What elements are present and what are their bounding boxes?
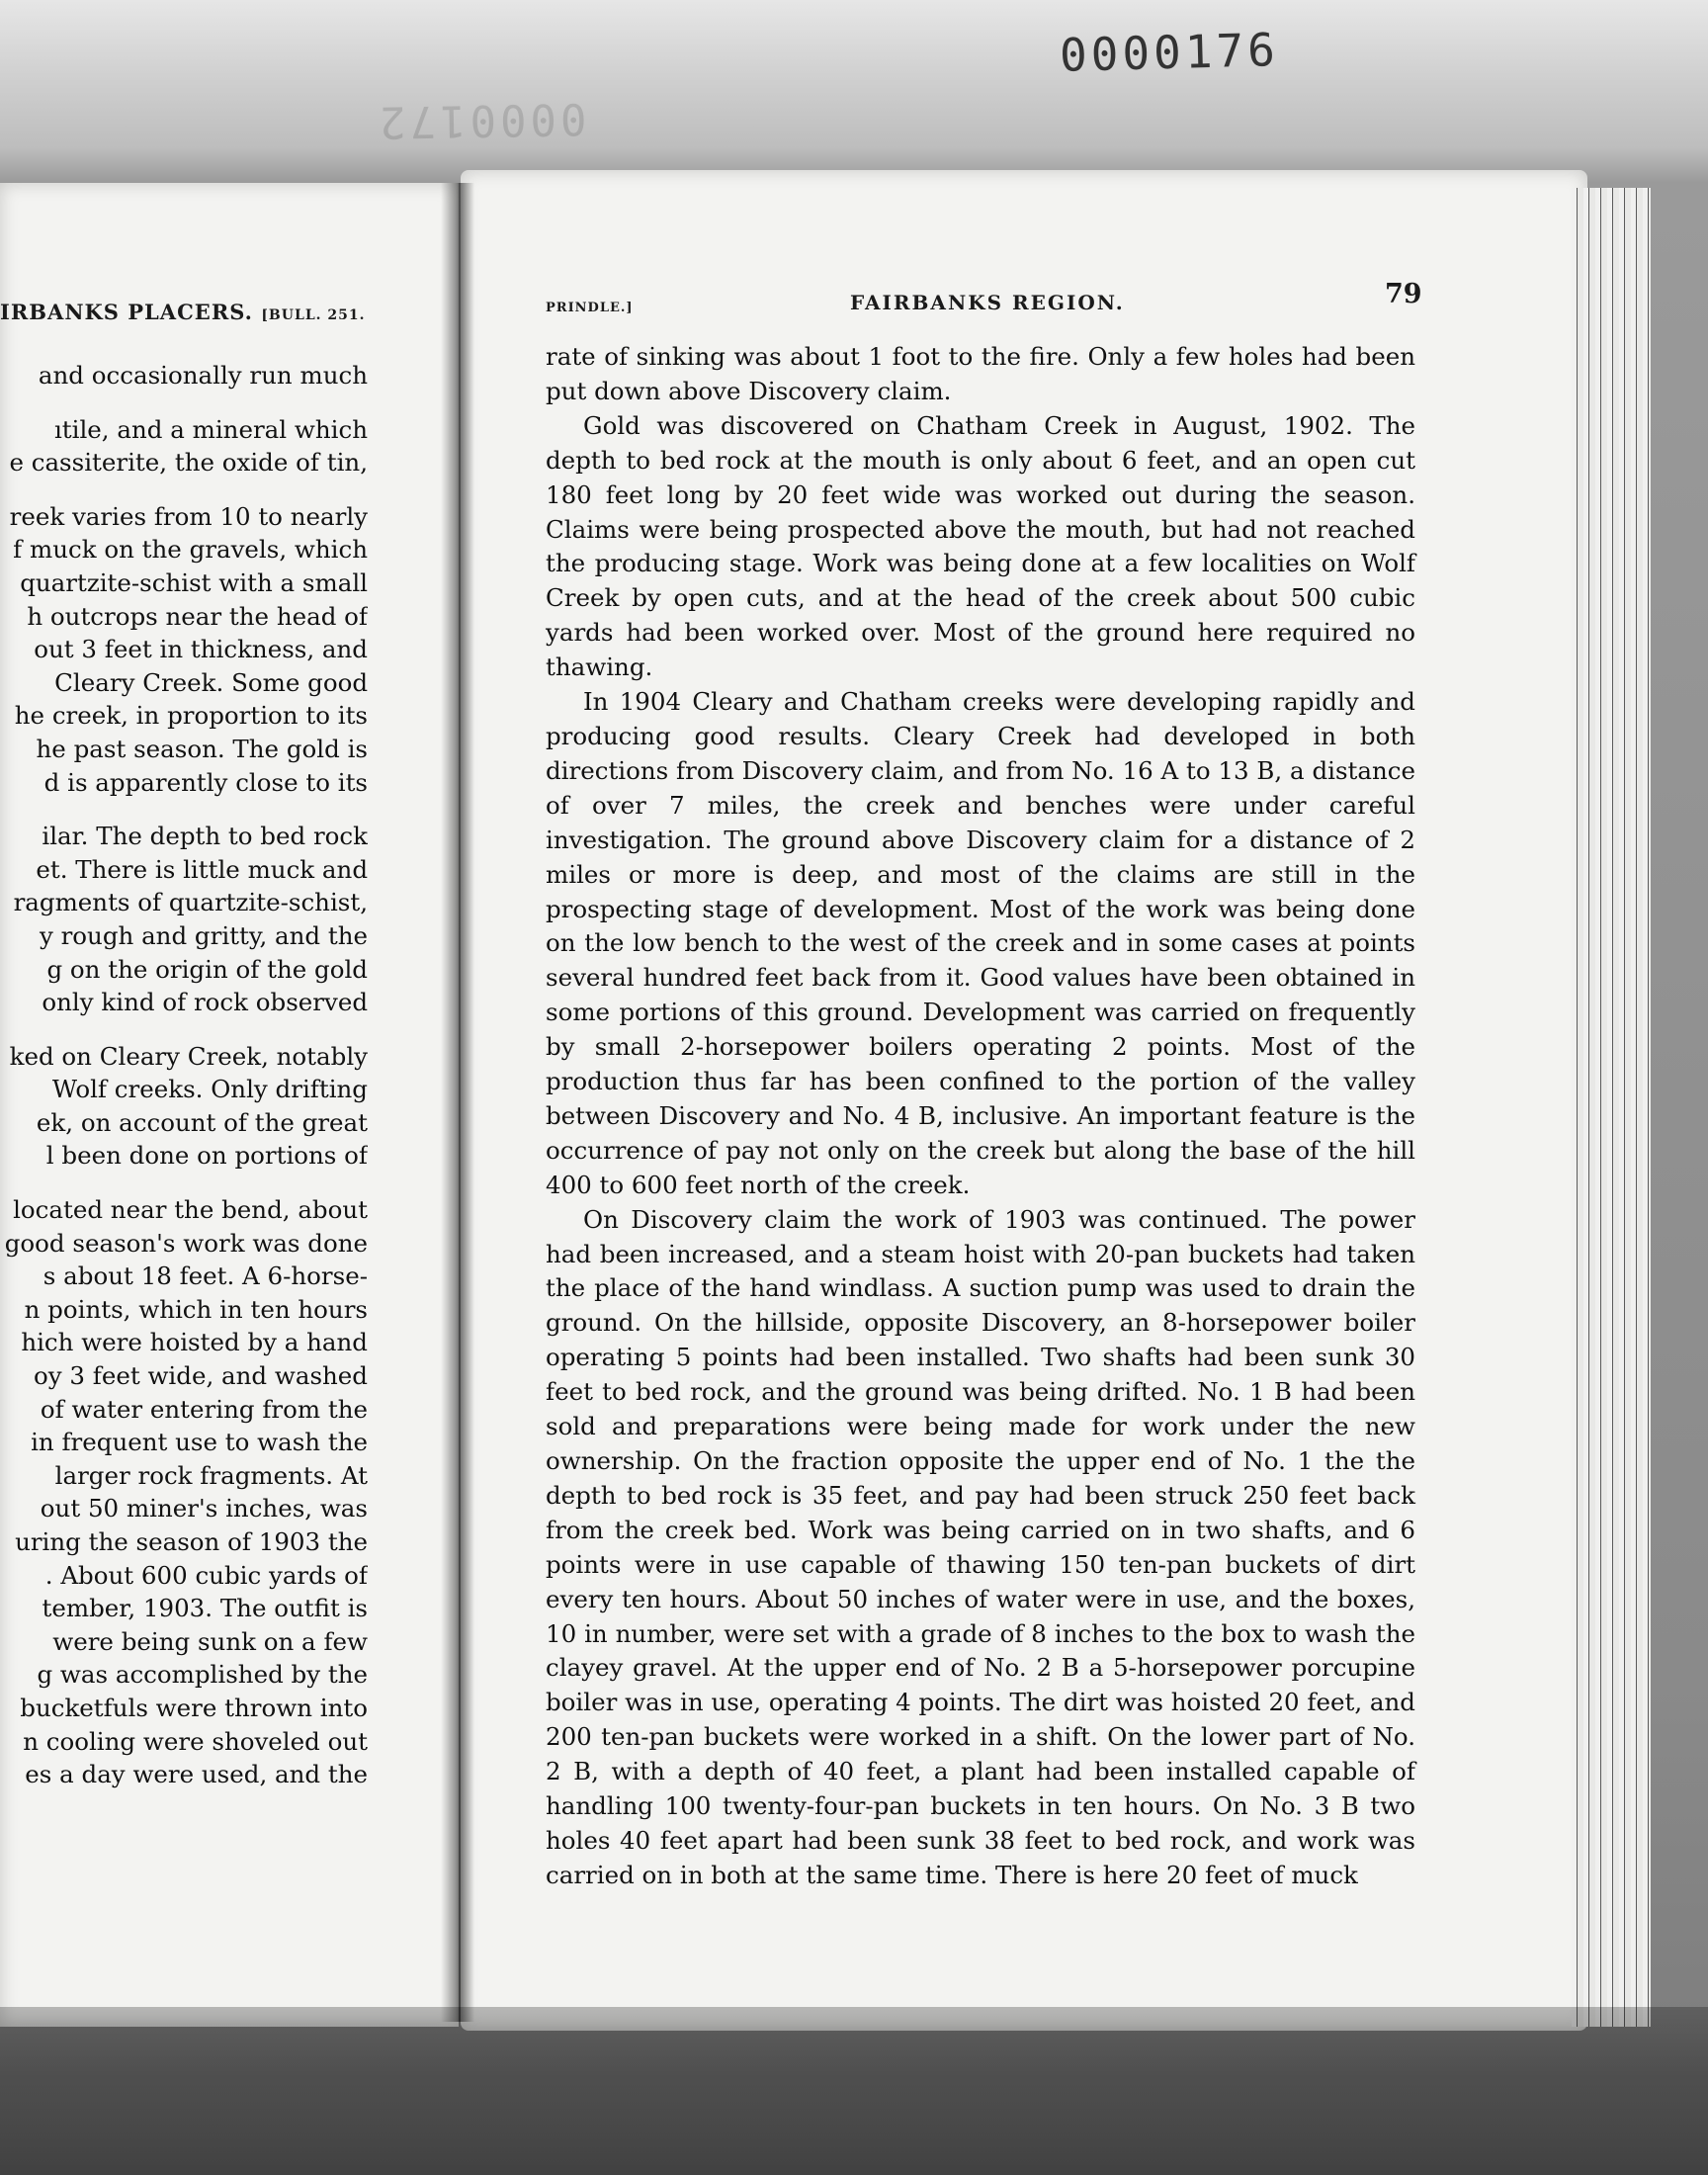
scan-bottom-shadow — [0, 2007, 1708, 2175]
text-line: s about 18 feet. A 6-horse- — [43, 1262, 368, 1291]
line-gap — [0, 1173, 368, 1193]
running-head-author: PRINDLE.] — [546, 301, 634, 315]
text-line: located near the bend, about — [13, 1195, 368, 1225]
text-line: d is apparently close to its — [43, 767, 368, 797]
text-line: ek, on account of the great — [36, 1107, 368, 1137]
text-line: et. There is little muck and — [36, 854, 368, 884]
text-line: f muck on the gravels, which — [13, 535, 368, 565]
text-line: n points, which in ten hours — [24, 1294, 368, 1324]
text-line: e cassiterite, the oxide of tin, — [9, 448, 368, 478]
text-line: es a day were used, and the — [25, 1760, 368, 1789]
left-page-text — [0, 359, 368, 1791]
text-line: g was accomplished by the — [37, 1660, 368, 1690]
text-line: of water entering from the — [40, 1394, 368, 1424]
text-line: reek varies from 10 to nearly — [9, 501, 368, 531]
left-header-title: IRBANKS PLACERS. — [0, 300, 253, 324]
text-line: oy 3 feet wide, and washed — [34, 1361, 368, 1391]
text-line: l been done on portions of — [45, 1141, 368, 1171]
text-line: quartzite-schist with a small — [20, 567, 368, 597]
paragraph: rate of sinking was about 1 foot to the fire. Only a few holes had been put down above Discovery claim. — [546, 342, 1415, 405]
text-line: out 3 feet in thickness, and — [34, 635, 368, 664]
book-gutter-shadow — [441, 183, 474, 2022]
left-page — [0, 183, 459, 2027]
page-number: 79 — [1385, 279, 1422, 309]
text-line: and occasionally run much — [38, 361, 368, 390]
paragraph: Gold was discovered on Chatham Creek in August, 1902. The depth to bed rock at the mouth is only about 6 feet, and an open cut 180 feet long by 20 feet wide was worked out during the season. Claims were being prospected above the mouth, but had not reached the producing stage. Work was being done at a few localities on Wolf Creek by open cuts, and at the head of the creek about 500 cubic yards had been worked over. Most of the ground here required no thawing. — [546, 410, 1415, 682]
right-page-text — [546, 340, 1415, 1893]
left-header-bulletin: [BULL. 251. — [261, 307, 366, 323]
text-line: Wolf creeks. Only drifting — [51, 1075, 368, 1104]
text-line: uring the season of 1903 the — [15, 1527, 368, 1556]
line-gap — [0, 479, 368, 500]
text-line: ragments of quartzite-schist, — [13, 888, 368, 917]
page-title: FAIRBANKS REGION. — [850, 291, 1125, 314]
line-gap — [0, 392, 368, 413]
text-line: bucketfuls were thrown into — [20, 1693, 368, 1722]
text-line: n cooling were shoveled out — [23, 1726, 368, 1756]
text-line: only kind of rock observed — [42, 988, 368, 1017]
text-line: y rough and gritty, and the — [39, 920, 368, 950]
stamp-ghost: 0000172 — [375, 93, 587, 147]
paragraph: In 1904 Cleary and Chatham creeks were developing rapidly and producing good results. Cleary Creek had developed in both directions from Discovery claim, and from No. 16 A to 13 B, a distance of over 7 miles, the creek and benches were under careful investigation. The ground above Discovery claim for a distance of 2 miles or more is deep, and most of the claims are still in the prospecting stage of development. Most of the work was being done on the low bench to the west of the creek and in some cases at points several hundred feet back from it. Good values have been obtained in some portions of this ground. Development was carried on frequently by small 2-horsepower boilers operating 2 points. Most of the production thus far has been confined to the portion of the valley between Discovery and No. 4 B, inclusive. An important feature is the occurrence of pay not only on the creek but along the base of the hill 400 to 600 feet north of the creek. — [546, 687, 1415, 1199]
text-line: larger rock fragments. At — [54, 1460, 368, 1490]
line-gap — [0, 1019, 368, 1040]
text-line: out 50 miner's inches, was — [40, 1494, 368, 1523]
text-line: ked on Cleary Creek, notably — [9, 1041, 368, 1071]
text-line: good season's work was done — [4, 1228, 368, 1258]
text-line: h outcrops near the head of — [27, 601, 368, 631]
text-line: tember, 1903. The outfit is — [42, 1594, 368, 1623]
text-line: were being sunk on a few — [52, 1626, 368, 1656]
page-edges — [1572, 188, 1651, 2027]
line-gap — [0, 799, 368, 820]
text-line: ıtile, and a mineral which — [53, 414, 368, 444]
right-page — [461, 170, 1587, 2031]
text-line: g on the origin of the gold — [46, 954, 368, 984]
document-stamp-number: 0000176 — [1059, 23, 1280, 82]
text-line: in frequent use to wash the — [31, 1428, 368, 1457]
text-line: ilar. The depth to bed rock — [42, 822, 368, 851]
text-line: hich were hoisted by a hand — [21, 1328, 368, 1357]
text-line: Cleary Creek. Some good — [54, 667, 368, 697]
text-line: he creek, in proportion to its — [14, 701, 368, 731]
text-line: . About 600 cubic yards of — [44, 1560, 368, 1590]
text-line: he past season. The gold is — [36, 734, 368, 763]
left-running-head — [0, 300, 368, 324]
paragraph: On Discovery claim the work of 1903 was continued. The power had been increased, and a steam hoist with 20-pan buckets had taken the place of the hand windlass. A suction pump was used to drain the ground. On the hillside, opposite Discovery, an 8-horsepower boiler operating 5 points had been installed. Two shafts had been sunk 30 feet to bed rock, and the ground was being drifted. No. 1 B had been sold and preparations were being made for work under the new ownership. On the fraction opposite the upper end of No. 1 the the depth to bed rock is 35 feet, and pay had been struck 250 feet back from the creek bed. Work was being carried on in two shafts, and 6 points were in use capable of thawing 150 ten-pan buckets of dirt every ten hours. About 50 inches of water were in use, and the boxes, 10 in number, were set with a grade of 8 inches to the box to wash the clayey gravel. At the upper end of No. 2 B a 5-horsepower porcupine boiler was in use, operating 4 points. The dirt was hoisted 20 feet, and 200 ten-pan buckets were worked in a shift. On the lower part of No. 2 B, with a depth of 40 feet, a plant had been installed capable of handling 100 twenty-four-pan buckets in ten hours. On No. 3 B two holes 40 feet apart had been sunk 38 feet to bed rock, and work was carried on in both at the same time. There is here 20 feet of muck — [546, 1204, 1415, 1889]
